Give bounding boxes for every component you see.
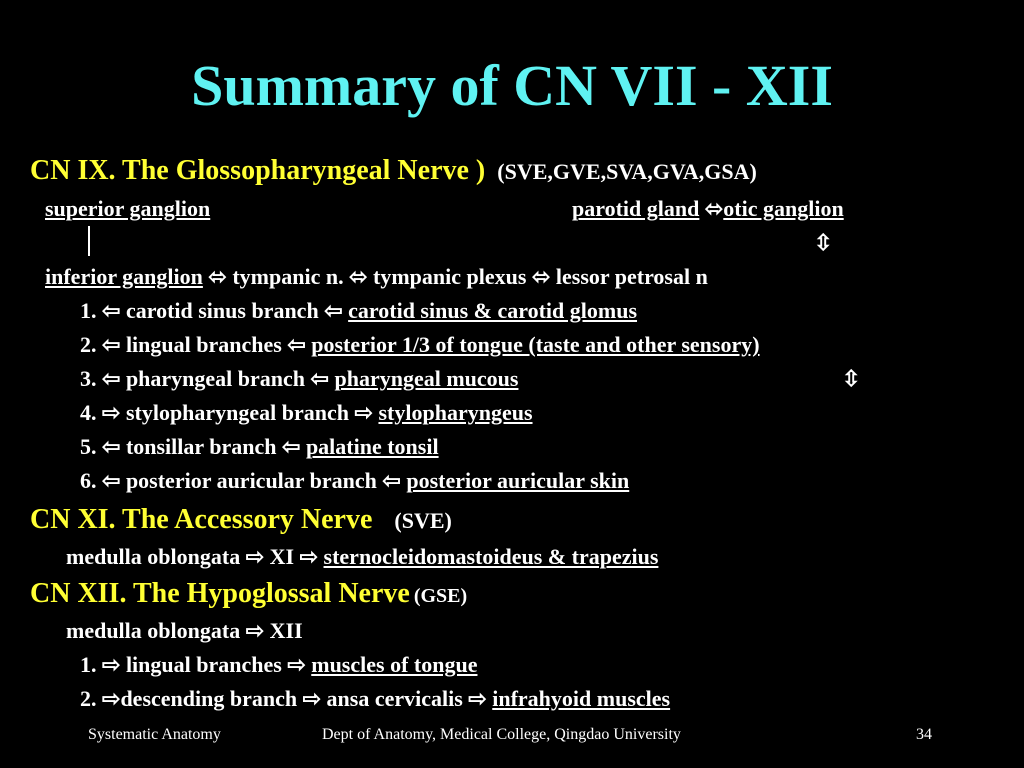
item-branch: carotid sinus branch [125, 298, 319, 323]
cn9-item-1 [80, 298, 637, 324]
left-right-arrow-icon: ⬄ [531, 264, 551, 289]
left-right-arrow-icon: ⬄ [349, 264, 368, 289]
cn12-pathway [66, 618, 303, 644]
item-branch: lingual branches [125, 332, 282, 357]
slide-title: Summary of CN VII - XII [191, 53, 833, 118]
left-arrow-icon: ⇦ [102, 298, 121, 323]
lessor-petrosal: lessor petrosal n [555, 264, 708, 289]
inferior-ganglion-row [45, 264, 708, 290]
footer-center: Dept of Anatomy, Medical College, Qingdao University [322, 726, 681, 743]
item-target: palatine tonsil [305, 434, 439, 459]
cn9-heading: CN IX. The Glossopharyngeal Nerve ) [30, 155, 486, 186]
page-number: 34 [916, 726, 932, 743]
cn11-fibers: (SVE) [394, 508, 452, 533]
item-number: 6. [80, 468, 97, 493]
origin: medulla oblongata [66, 618, 241, 643]
left-arrow-icon: ⇦ [382, 468, 401, 493]
cn11-heading-row [30, 504, 452, 536]
right-arrow-icon: ⇨ [302, 686, 322, 711]
up-down-arrow-icon: ⇳ [814, 230, 833, 255]
left-arrow-icon: ⇦ [102, 434, 121, 459]
item-target: pharyngeal mucous [334, 366, 519, 391]
item-number: 5. [80, 434, 97, 459]
left-arrow-icon: ⇦ [324, 298, 343, 323]
item-number: 1. [80, 652, 97, 677]
item-number: 3. [80, 366, 97, 391]
item-branch: stylopharyngeal branch [125, 400, 350, 425]
cn9-heading-row [30, 155, 757, 187]
footer-left: Systematic Anatomy [88, 726, 221, 743]
right-arrow-icon: ⇨ [102, 400, 121, 425]
item-branch: pharyngeal branch [125, 366, 306, 391]
origin: medulla oblongata [66, 544, 241, 569]
item-target: stylopharyngeus [378, 400, 533, 425]
up-down-arrow-icon: ⇳ [842, 366, 861, 391]
left-arrow-icon: ⇦ [102, 332, 121, 357]
cn9-item-4 [80, 400, 533, 426]
cn9-item-6 [80, 468, 629, 494]
superior-ganglion: superior ganglion [45, 196, 211, 221]
inferior-ganglion: inferior ganglion [45, 264, 203, 289]
item-target: posterior auricular skin [406, 468, 630, 493]
left-right-arrow-icon: ⬄ [704, 196, 724, 221]
item-target: muscles of tongue [311, 652, 478, 677]
item-number: 2. [80, 332, 97, 357]
cn9-fibers: (SVE,GVE,SVA,GVA,GSA) [497, 159, 757, 184]
tympanic-plexus: tympanic plexus [373, 264, 527, 289]
cn11-pathway [66, 544, 658, 570]
vertical-connector-line [88, 226, 90, 256]
item-target: infrahyoid muscles [492, 686, 671, 711]
cn9-item-5 [80, 434, 439, 460]
right-arrow-icon: ⇨ [102, 686, 121, 711]
nerve: XI [269, 544, 295, 569]
left-arrow-icon: ⇦ [287, 332, 306, 357]
left-arrow-icon: ⇦ [282, 434, 301, 459]
right-arrow-icon: ⇨ [299, 544, 319, 569]
left-arrow-icon: ⇦ [310, 366, 329, 391]
right-arrow-icon: ⇨ [245, 618, 265, 643]
target: sternocleidomastoideus & trapezius [323, 544, 659, 569]
right-arrow-icon: ⇨ [245, 544, 265, 569]
parotid-otic-row [572, 196, 844, 222]
item-number: 4. [80, 400, 97, 425]
parotid-gland: parotid gland [572, 196, 700, 221]
cn12-heading-row [30, 578, 467, 610]
cn9-item-3 [80, 366, 518, 392]
right-arrow-icon: ⇨ [468, 686, 487, 711]
left-right-arrow-icon: ⬄ [208, 264, 227, 289]
item-branch: posterior auricular branch [125, 468, 377, 493]
item-branch: lingual branches [125, 652, 282, 677]
item-mid: ansa cervicalis [326, 686, 463, 711]
cn9-item-2 [80, 332, 760, 358]
nerve: XII [269, 618, 303, 643]
right-arrow-icon: ⇨ [287, 652, 306, 677]
cn12-item-1 [80, 652, 477, 678]
cn11-heading: CN XI. The Accessory Nerve [30, 504, 373, 535]
right-arrow-icon: ⇨ [354, 400, 373, 425]
item-number: 2. [80, 686, 97, 711]
tympanic-nerve: tympanic n. [232, 264, 344, 289]
cn12-fibers: (GSE) [413, 585, 468, 607]
item-branch: descending branch [120, 686, 298, 711]
left-arrow-icon: ⇦ [102, 366, 121, 391]
left-arrow-icon: ⇦ [102, 468, 121, 493]
item-branch: tonsillar branch [125, 434, 277, 459]
otic-ganglion: otic ganglion [723, 196, 844, 221]
item-target: carotid sinus & carotid glomus [348, 298, 638, 323]
item-target: posterior 1/3 of tongue (taste and other sensory) [311, 332, 760, 357]
right-arrow-icon: ⇨ [102, 652, 121, 677]
cn12-item-2 [80, 686, 670, 712]
item-number: 1. [80, 298, 97, 323]
cn12-heading: CN XII. The Hypoglossal Nerve [30, 578, 410, 609]
